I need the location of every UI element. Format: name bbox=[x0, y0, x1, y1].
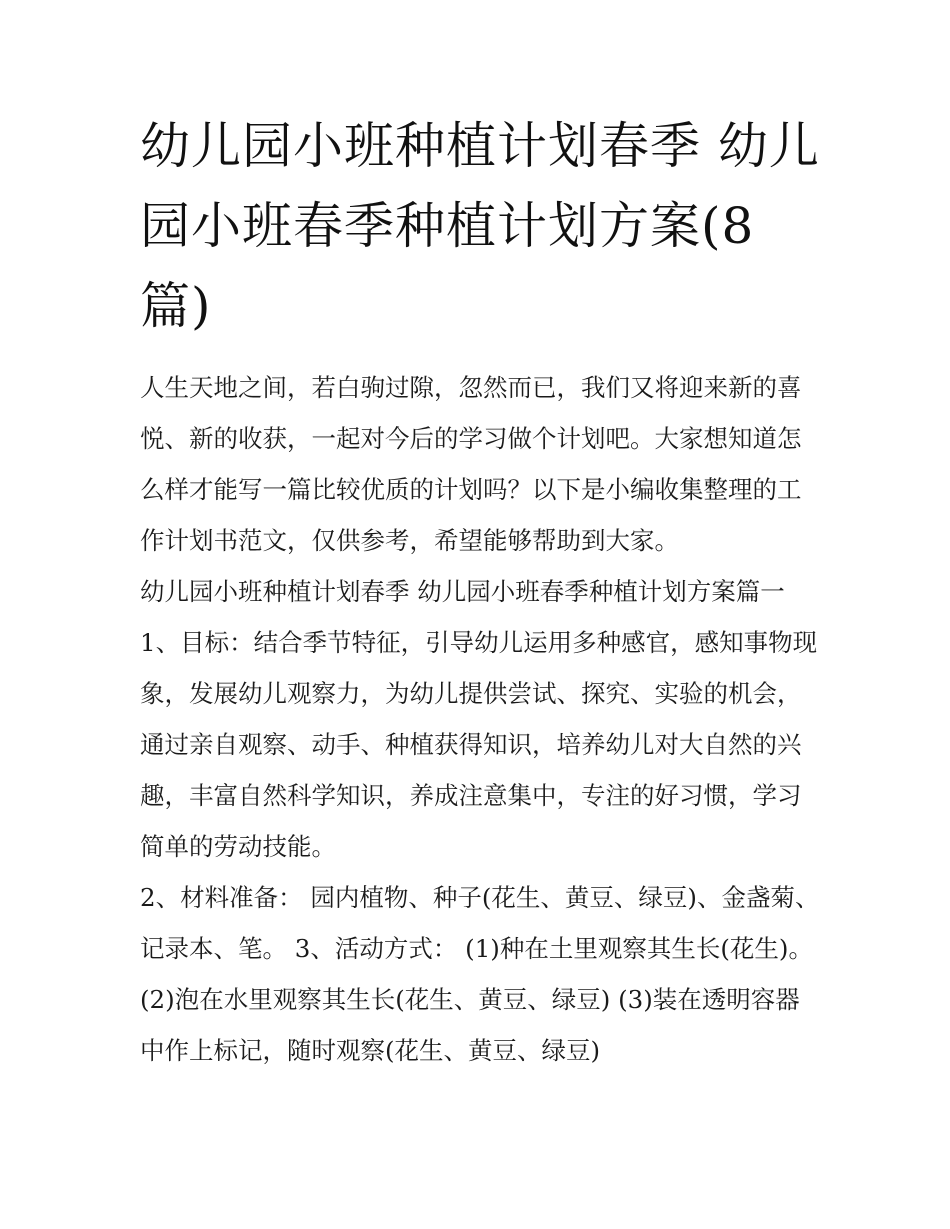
materials-paragraph: 2、材料准备： 园内植物、种子(花生、黄豆、绿豆)、金盏菊、记录本、笔。 3、活动方式： (1)种在土里观察其生长(花生)。 bbox=[140, 883, 820, 963]
intro-paragraph: 人生天地之间，若白驹过隙，忽然而已，我们又将迎来新的喜悦、新的收获，一起对今后的学习做个计划吧。大家想知道怎么样才能写一篇比较优质的计划吗？以下是小编收集整理的工作计划书范文，仅供参考，希望能够帮助到大家。 bbox=[140, 373, 802, 555]
section-heading: 幼儿园小班种植计划春季 幼儿园小班春季种植计划方案篇一 bbox=[140, 577, 785, 606]
goal-paragraph: 1、目标：结合季节特征，引导幼儿运用多种感官，感知事物现象，发展幼儿观察力，为幼儿提供尝试、探究、实验的机会，通过亲自观察、动手、种植获得知识，培养幼儿对大自然的兴趣，丰富自然科学知识，养成注意集中，专注的好习惯，学习简单的劳动技能。 bbox=[140, 628, 818, 861]
document-body bbox=[140, 362, 820, 1076]
methods-paragraph: (2)泡在水里观察其生长(花生、黄豆、绿豆) (3)装在透明容器中作上标记，随时观察(花生、黄豆、绿豆) bbox=[140, 985, 800, 1065]
document-title: 幼儿园小班种植计划春季 幼儿园小班春季种植计划方案(8篇) bbox=[140, 117, 820, 335]
